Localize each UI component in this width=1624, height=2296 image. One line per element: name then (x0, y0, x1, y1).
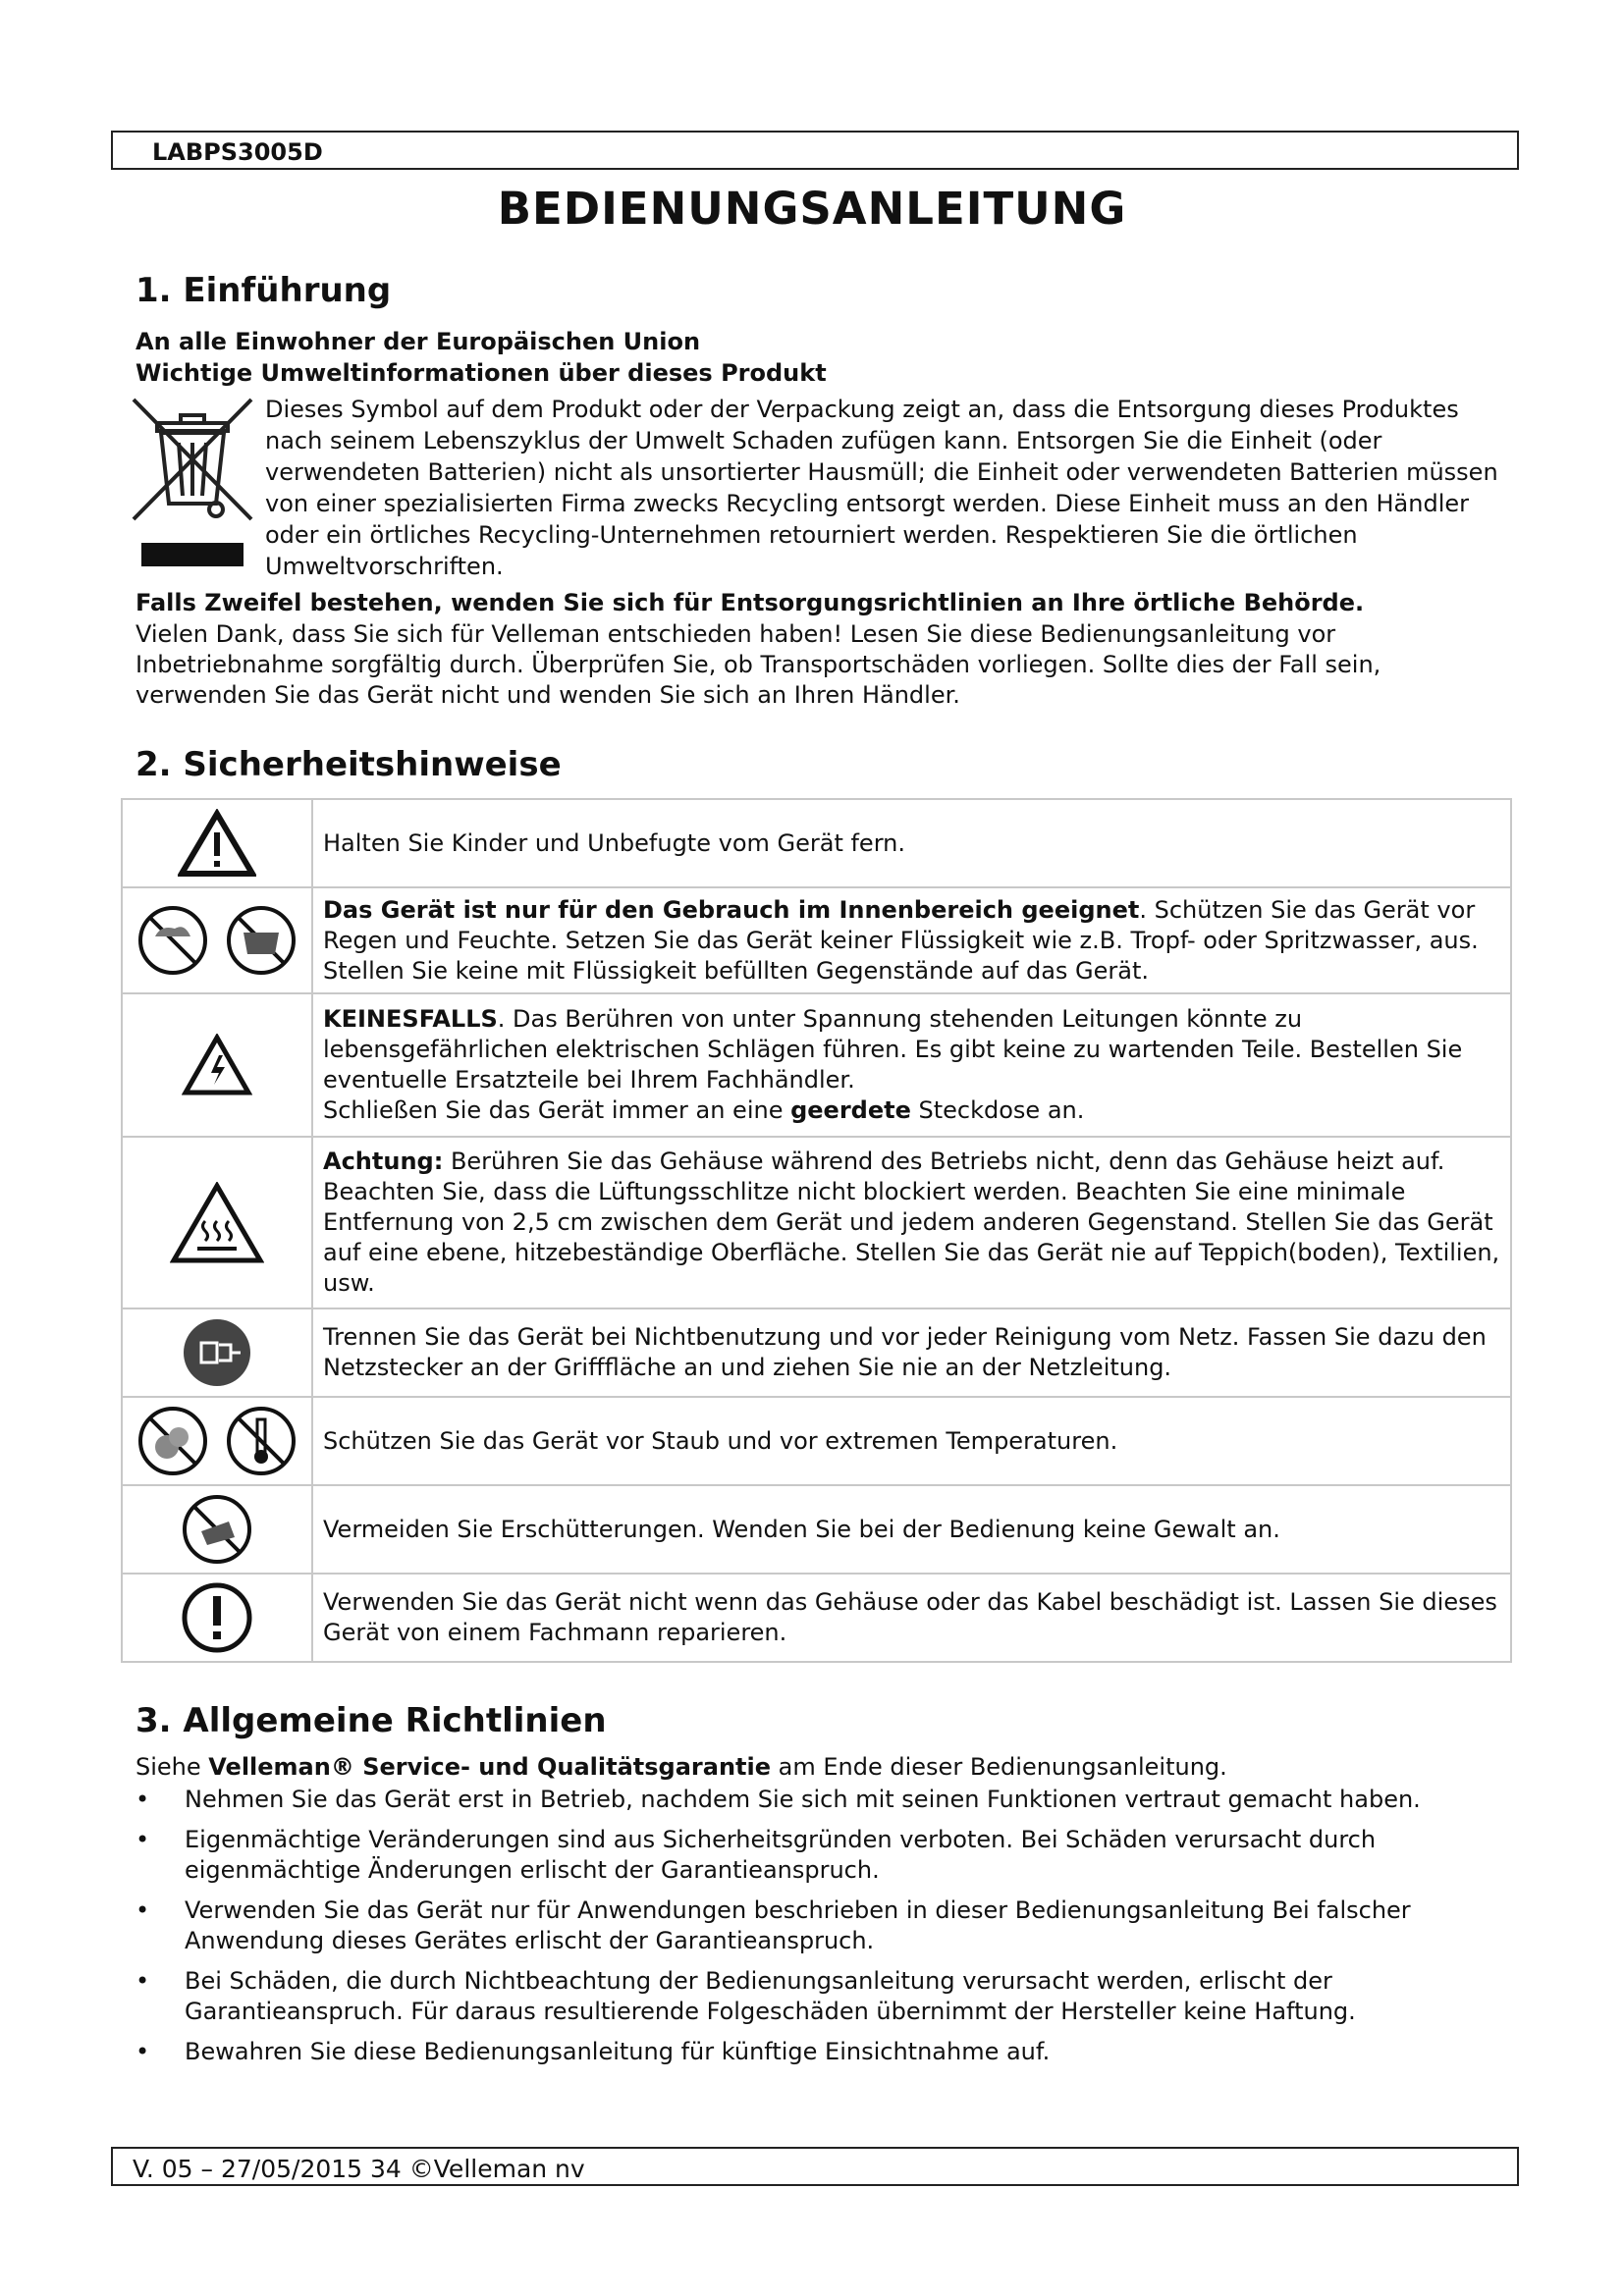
model-label: LABPS3005D (152, 138, 323, 166)
footer-box (111, 2147, 1519, 2186)
guidelines-list (135, 1785, 1510, 2077)
section-1-heading: 1. Einführung (135, 271, 392, 310)
safety-text (312, 993, 1511, 1137)
no-rain-icon (122, 887, 312, 993)
safety-row (122, 1397, 1511, 1485)
footer-text: V. 05 – 27/05/2015 34 ©Velleman nv (133, 2155, 585, 2183)
unplug-icon (122, 1308, 312, 1397)
header-box (111, 131, 1519, 170)
doubt-line: Falls Zweifel bestehen, wenden Sie sich für Entsorgungsrichtlinien an Ihre örtliche Behörde. (135, 589, 1365, 616)
list-item: • Eigenmächtige Veränderungen sind aus Sicherheitsgründen verboten. Bei Schäden verursacht durch eigenmächtige Änderungen erlischt der Garantieanspruch. (135, 1825, 1510, 1886)
safety-table (121, 798, 1512, 1663)
env-line: Wichtige Umweltinformationen über dieses Produkt (135, 359, 827, 387)
safety-bold: KEINESFALLS (323, 1005, 498, 1033)
safety-row (122, 799, 1511, 887)
ground-text-pre: Schließen Sie das Gerät immer an eine (323, 1096, 791, 1124)
shock-warning-icon (122, 993, 312, 1137)
list-item: • Bei Schäden, die durch Nichtbeachtung der Bedienungsanleitung verursacht werden, erlischt der Garantieanspruch. Für daraus resultierende Folgeschäden übernimmt der Hersteller keine Haftung. (135, 1966, 1510, 2027)
safety-rest: . Das Berühren von unter Spannung stehenden Leitungen könnte zu lebensgefährlichen elektrischen Schlägen führen. Es gibt keine zu wartenden Teile. Bestellen Sie eventuelle Ersatzteile bei Ihrem Fachhändler. (323, 1005, 1463, 1094)
thanks-paragraph: Vielen Dank, dass Sie sich für Velleman entschieden haben! Lesen Sie diese Bedienungsanleitung vor Inbetriebnahme sorgfältig durch. Überprüfen Sie, ob Transportschäden vorliegen. Sollte dies der Fall sein, verwenden Sie das Gerät nicht und wenden Sie sich an Ihren Händler. (135, 620, 1381, 709)
list-item: • Bewahren Sie diese Bedienungsanleitung für künftige Einsichtnahme auf. (135, 2037, 1510, 2067)
intro-pre: Siehe (135, 1753, 209, 1781)
safety-rest: Berühren Sie das Gehäuse während des Betriebs nicht, denn das Gehäuse heizt auf. Beachten Sie, dass die Lüftungsschlitze nicht blockiert werden. Beachten Sie eine minimale Entfernung von 2,5 cm zwischen dem Gerät und jedem anderen Gegenstand. Stellen Sie das Gerät auf eine ebene, hitzebeständige Oberfläche. Stellen Sie das Gerät nie auf Teppich(boden), Textilien, usw. (323, 1148, 1500, 1297)
page-title: BEDIENUNGSANLEITUNG (497, 183, 1127, 235)
section-3-heading: 3. Allgemeine Richtlinien (135, 1701, 607, 1740)
eu-line: An alle Einwohner der Europäischen Union (135, 328, 701, 355)
no-shock-icon (122, 1485, 312, 1574)
intro-bold: Velleman® Service- und Qualitätsgarantie (208, 1753, 772, 1781)
weee-bin-icon (130, 394, 259, 580)
list-item: • Nehmen Sie das Gerät erst in Betrieb, nachdem Sie sich mit seinen Funktionen vertraut gemacht haben. (135, 1785, 1510, 1815)
no-dust-temperature-icon (122, 1397, 312, 1485)
list-item: • Verwenden Sie das Gerät nur für Anwendungen beschrieben in dieser Bedienungsanleitung Bei falscher Anwendung dieses Gerätes erlischt der Garantieanspruch. (135, 1896, 1510, 1956)
safety-text: Verwenden Sie das Gerät nicht wenn das Gehäuse oder das Kabel beschädigt ist. Lassen Sie dieses Gerät von einem Fachmann reparieren. (312, 1574, 1511, 1662)
intro-post: am Ende dieser Bedienungsanleitung. (771, 1753, 1227, 1781)
ground-text-bold: geerdete (790, 1096, 911, 1124)
safety-bold: Achtung: (323, 1148, 444, 1175)
weee-text: Dieses Symbol auf dem Produkt oder der Verpackung zeigt an, dass die Entsorgung dieses Produktes nach seinem Lebenszyklus der Umwelt Schaden zufügen kann. Entsorgen Sie die Einheit (oder verwendeten Batterien) nicht als unsortierter Hausmüll; die Einheit oder verwendeten Batterien müssen von einer spezialisierten Firma zwecks Recycling entsorgt werden. Diese Einheit muss an den Händler oder ein örtliches Recycling-Unternehmen retourniert werden. Respektieren Sie die örtlichen Umweltvorschriften. (265, 396, 1498, 580)
safety-row (122, 1485, 1511, 1574)
safety-text (312, 1137, 1511, 1308)
safety-text: Halten Sie Kinder und Unbefugte vom Gerät fern. (312, 799, 1511, 887)
safety-text (312, 887, 1511, 993)
safety-row (122, 1308, 1511, 1397)
safety-row (122, 993, 1511, 1137)
safety-text: Schützen Sie das Gerät vor Staub und vor extremen Temperaturen. (312, 1397, 1511, 1485)
warning-triangle-icon (122, 799, 312, 887)
ground-text-post: Steckdose an. (910, 1096, 1085, 1124)
safety-text: Trennen Sie das Gerät bei Nichtbenutzung und vor jeder Reinigung vom Netz. Fassen Sie dazu den Netzstecker an der Grifffläche an und ziehen Sie nie an der Netzleitung. (312, 1308, 1511, 1397)
hot-surface-icon (122, 1137, 312, 1308)
safety-text: Vermeiden Sie Erschütterungen. Wenden Sie bei der Bedienung keine Gewalt an. (312, 1485, 1511, 1574)
safety-row (122, 1574, 1511, 1662)
section-3-intro (135, 1752, 1500, 1783)
safety-row (122, 1137, 1511, 1308)
safety-bold: Das Gerät ist nur für den Gebrauch im Innenbereich geeignet (323, 895, 1140, 924)
safety-rest: . Schützen Sie das Gerät vor Regen und Feuchte. Setzen Sie das Gerät keiner Flüssigkeit wie z.B. Tropf- oder Spritzwasser, aus. Stellen Sie keine mit Flüssigkeit befüllten Gegenstände auf das Gerät. (323, 895, 1479, 985)
exclamation-icon (122, 1574, 312, 1662)
safety-row (122, 887, 1511, 993)
section-2-heading: 2. Sicherheitshinweise (135, 745, 562, 784)
